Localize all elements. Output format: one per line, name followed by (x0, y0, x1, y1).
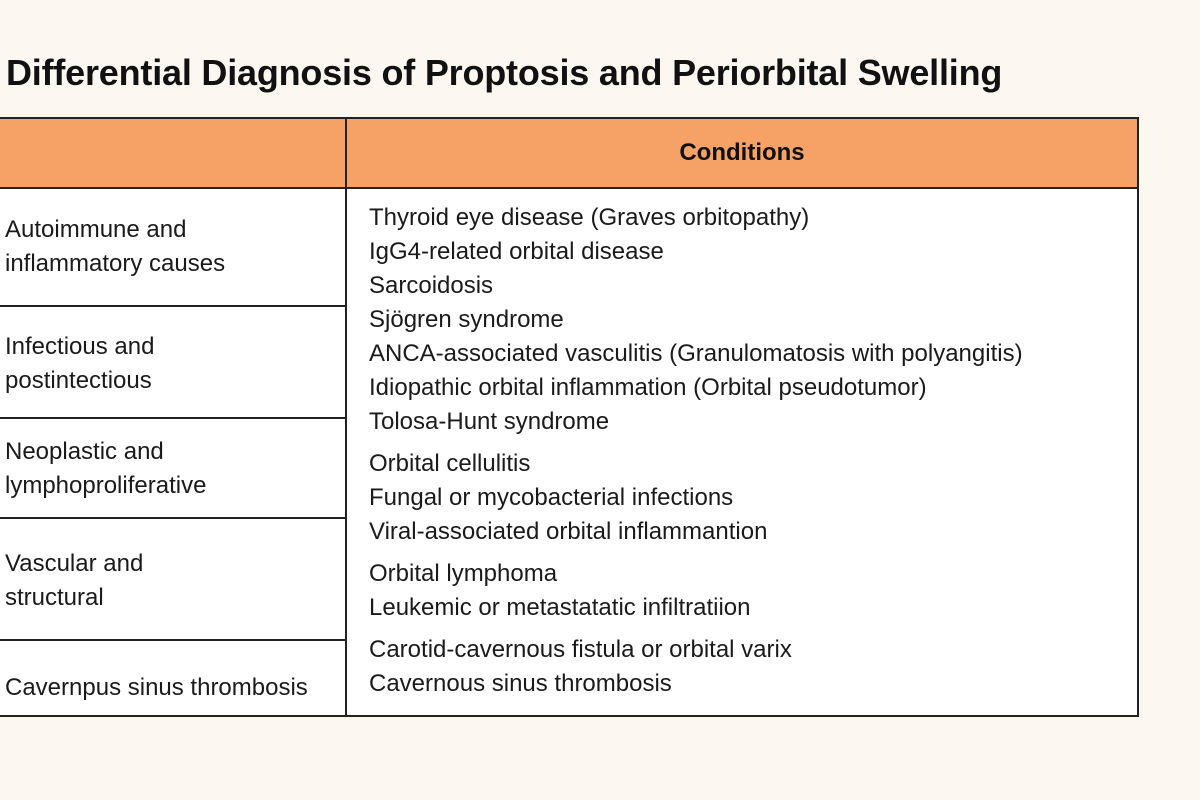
category-neoplastic (5, 435, 350, 503)
category-line: Autoimmune and (5, 216, 187, 243)
category-infectious (5, 330, 350, 398)
diagnosis-table (0, 117, 1139, 717)
condition-item: Carotid-cavernous fistula or orbital varix (369, 636, 792, 663)
condition-item: Thyroid eye disease (Graves orbitopathy) (369, 204, 810, 231)
condition-item: Tolosa-Hunt syndrome (369, 408, 610, 435)
condition-item: Fungal or mycobacterial infections (369, 484, 734, 511)
category-autoimmune (5, 213, 350, 281)
condition-item: Sarcoidosis (369, 272, 494, 299)
category-line: Vascular and (5, 550, 144, 577)
row-divider (0, 305, 345, 307)
condition-item: Orbital cellulitis (369, 450, 531, 477)
condition-item: Cavernous sinus thrombosis (369, 670, 672, 697)
category-line: Neoplastic and (5, 438, 164, 465)
condition-item: Idiopathic orbital inflammation (Orbital pseudotumor) (369, 374, 927, 401)
condition-item: Viral-associated orbital inflammantion (369, 518, 768, 545)
category-line: postintectious (5, 367, 152, 394)
condition-item: ANCA-associated vasculitis (Granulomatosis with polyangitis) (369, 340, 1023, 367)
condition-item: IgG4-related orbital disease (369, 238, 664, 265)
category-line: inflammatory causes (5, 250, 226, 277)
condition-item: Sjögren syndrome (369, 306, 564, 333)
row-divider (0, 417, 345, 419)
conditions-list (369, 201, 1023, 701)
category-vascular (5, 547, 350, 615)
row-divider (0, 639, 345, 641)
category-cavernous (5, 671, 350, 705)
table-header-row (0, 119, 1137, 189)
header-conditions: Conditions (679, 139, 805, 166)
condition-item: Leukemic or metastatatic infiltratiion (369, 594, 751, 621)
category-line: Cavernpus sinus thrombosis (5, 674, 308, 701)
row-divider (0, 517, 345, 519)
category-line: Infectious and (5, 333, 155, 360)
category-line: structural (5, 584, 104, 611)
page-title: Differential Diagnosis of Proptosis and Periorbital Swelling (6, 52, 1003, 93)
category-line: lymphoproliferative (5, 472, 207, 499)
condition-item: Orbital lymphoma (369, 560, 558, 587)
column-divider (345, 119, 347, 715)
